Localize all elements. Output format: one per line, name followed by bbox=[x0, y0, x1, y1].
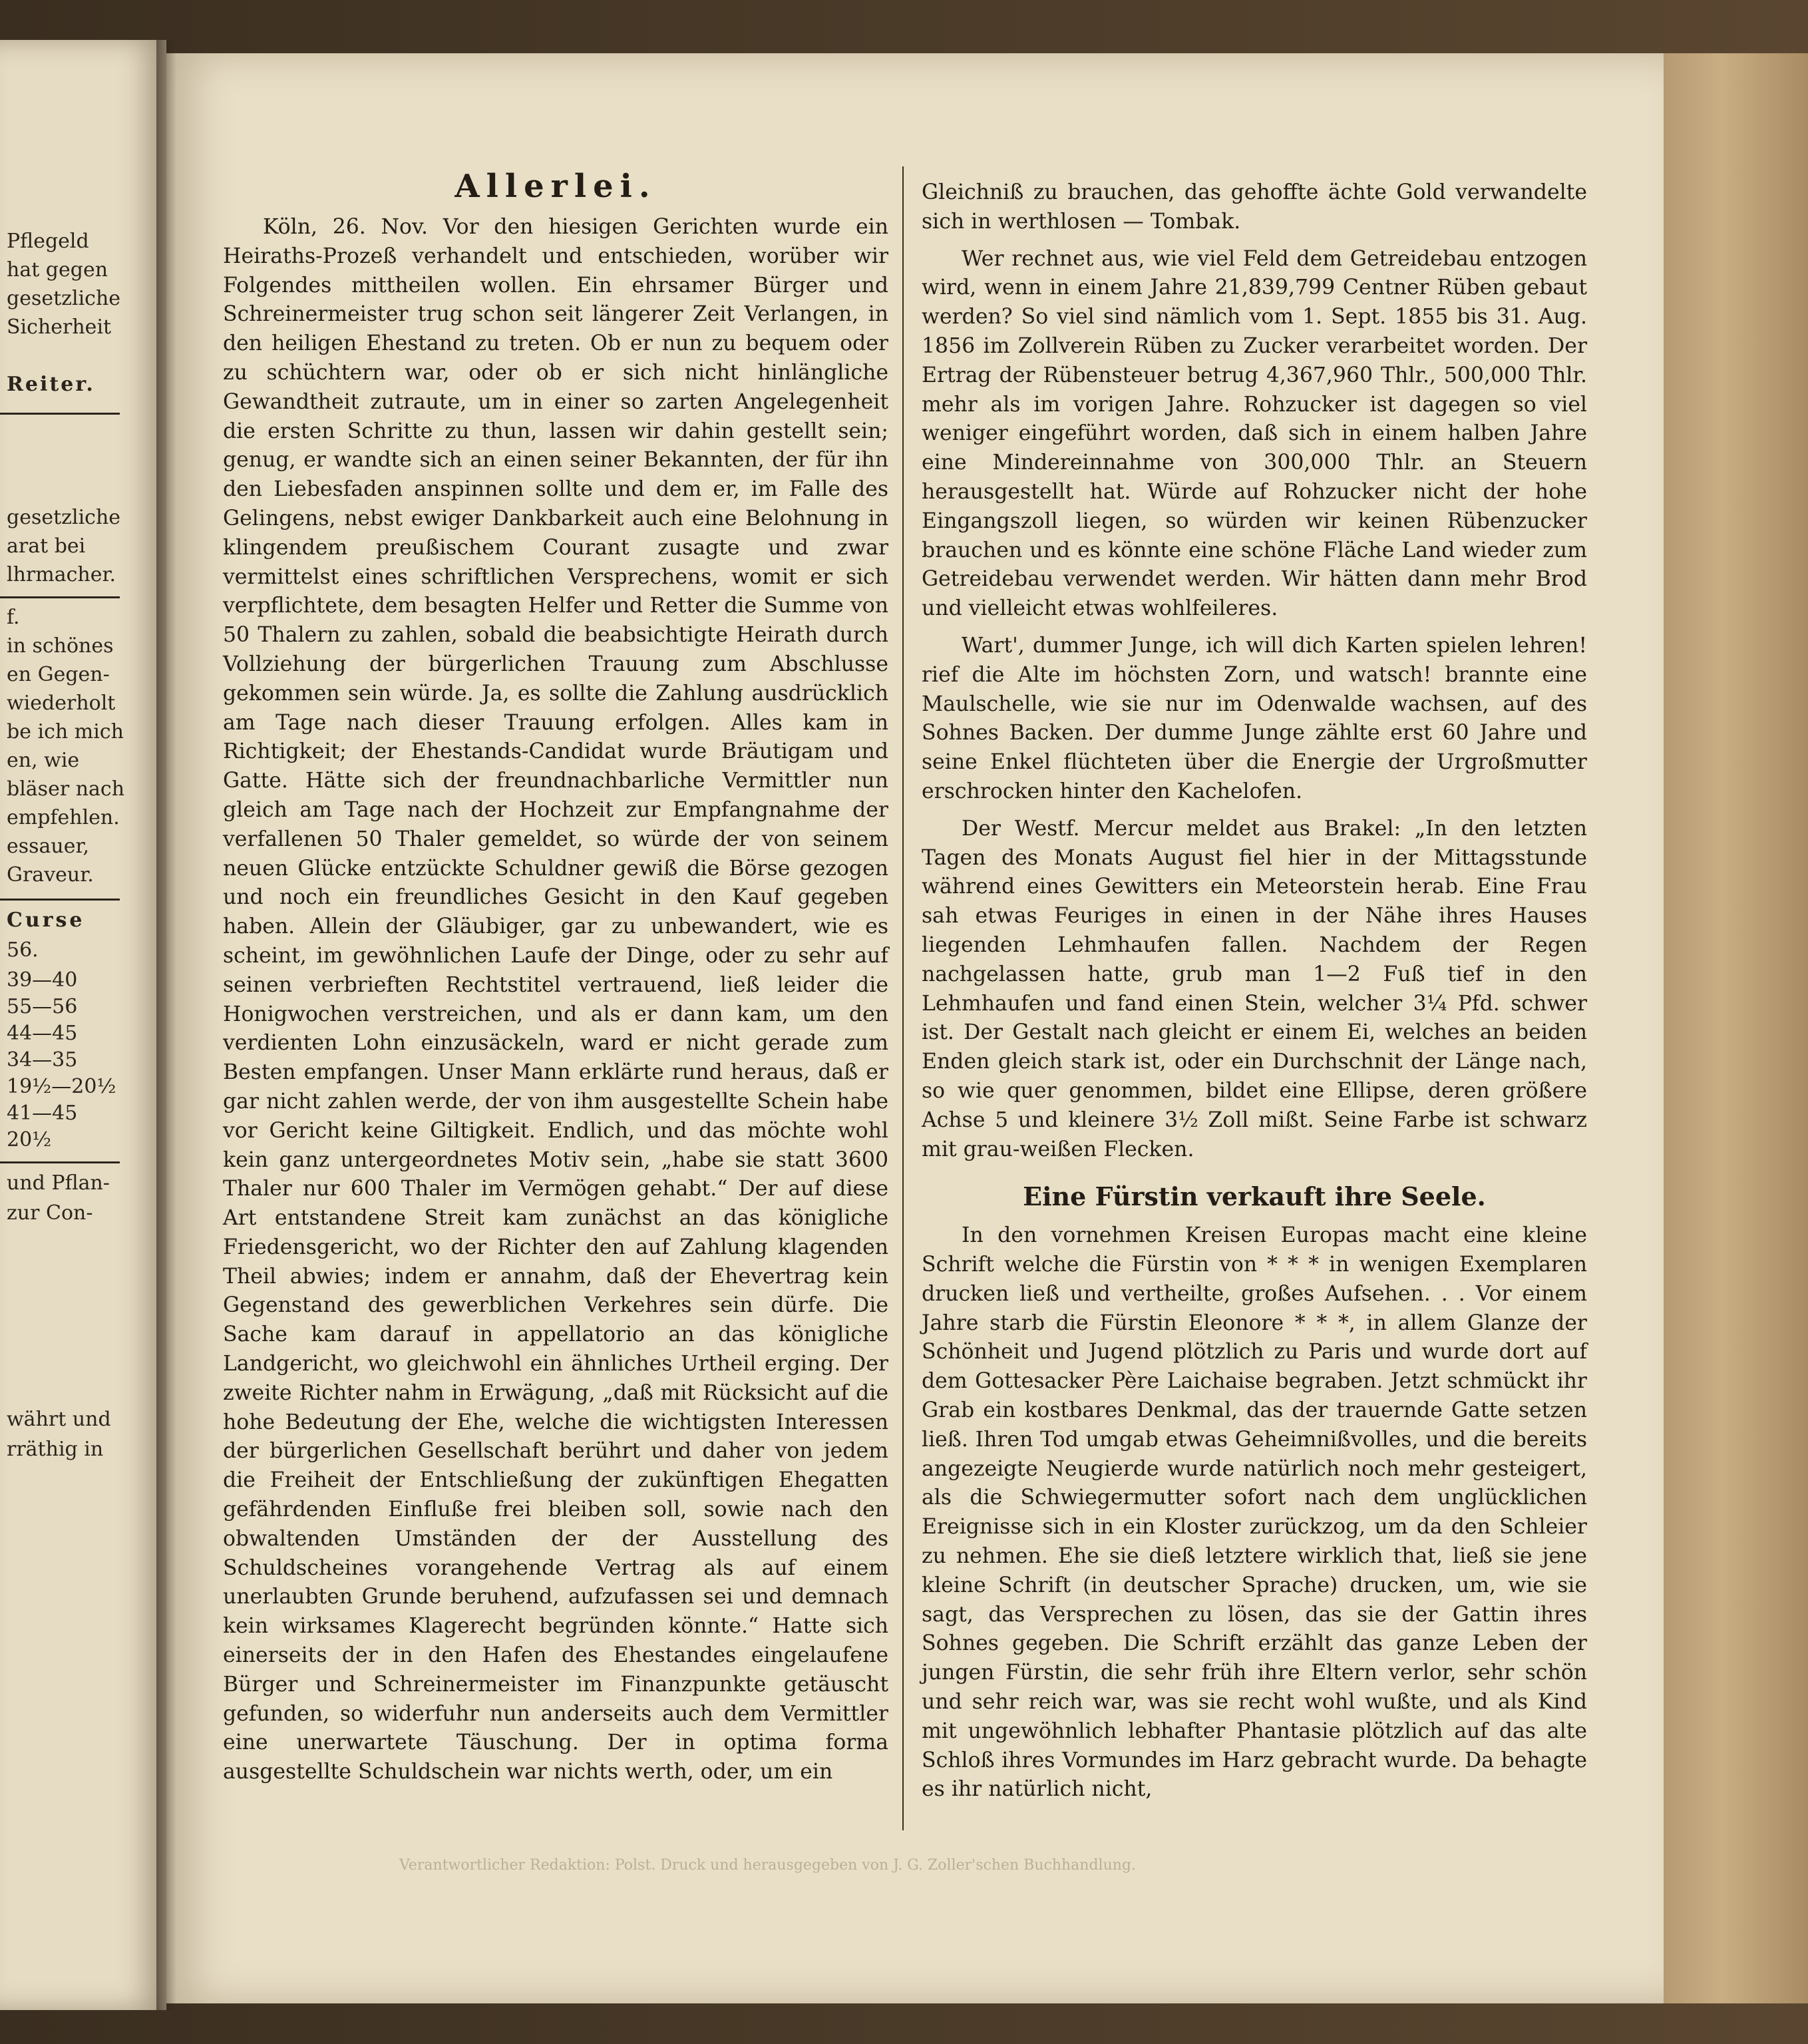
left-rule bbox=[0, 596, 120, 598]
article-paragraph: Wart', dummer Junge, ich will dich Karten spielen lehren! rief die Alte im höchsten Zorn, und watsch! brannte eine Maulschelle, wie sie nur im Odenwalde wachsen, auf des Sohnes Backen. Der dumme Junge zählte erst 60 Jahre und seine Enkel flüchteten über die Energie der Urgroßmutter erschrocken hinter den Kachelofen. bbox=[922, 633, 1587, 803]
left-fragment: Curse bbox=[7, 909, 85, 932]
article-column-left bbox=[223, 166, 888, 1787]
left-fragment: 34—35 bbox=[7, 1048, 78, 1072]
left-fragment: Pflegeld bbox=[7, 230, 89, 253]
left-fragment: en, wie bbox=[7, 749, 80, 772]
left-rule bbox=[0, 1161, 120, 1163]
left-fragment: 19½—20½ bbox=[7, 1075, 116, 1098]
left-fragment: Reiter. bbox=[7, 373, 95, 396]
left-rule bbox=[0, 899, 120, 901]
left-fragment: in schönes bbox=[7, 634, 114, 658]
article-paragraph: Gleichniß zu brauchen, das gehoffte ächte Gold verwandelte sich in werthlosen — Tombak. bbox=[922, 180, 1587, 234]
left-fragment: wiederholt bbox=[7, 692, 116, 715]
left-fragment: währt und bbox=[7, 1408, 111, 1431]
left-fragment: 56. bbox=[7, 938, 39, 962]
book-edge bbox=[1664, 53, 1808, 2003]
article-paragraph: Köln, 26. Nov. Vor den hiesigen Gerichten wurde ein Heiraths-Prozeß verhandelt und entschieden, worüber wir Folgendes mittheilen wollen. Ein ehrsamer Bürger und Schreinermeister trug schon seit längerer Zeit Verlangen, in den heiligen Ehestand zu treten. Ob er nun zu bequem oder zu schüchtern war, oder ob er sich nicht hinlängliche Gewandtheit zutraute, um in einer so zarten Angelegenheit die ersten Schritte zu thun, lassen wir dahin gestellt sein; genug, er wandte sich an einen seiner Bekannten, der für ihn den Liebesfaden anspinnen sollte und dem er, im Falle des Gelingens, nebst ewiger Dankbarkeit auch eine Belohnung in klingendem preußischem Courant zusagte und zwar vermittelst eines schriftlichen Versprechens, womit er sich verpflichtete, dem besagten Helfer und Retter die Summe von 50 Thalern zu zahlen, sobald die beabsichtigte Heirath durch Vollziehung der bürgerlichen Trauung zum Abschlusse gekommen sein würde. Ja, es sollte die Zahlung ausdrücklich am Tage nach dieser Trauung erfolgen. Alles kam in Richtigkeit; der Ehestands-Candidat wurde Bräutigam und Gatte. Hätte sich der freundnachbarliche Vermittler nun gleich am Tage nach der Hochzeit zur Empfangnahme der verfallenen 50 Thaler gemeldet, so würde der von seinem neuen Glücke entzückte Schuldner gewiß die Börse gezogen und noch ein freundliches Gesicht in den Kauf gegeben haben. Allein der Gläubiger, gar zu unbewandert, wie es scheint, im gewöhnlichen Laufe der Dinge, oder zu sehr auf seinen verbrieften Rechtstitel vertrauend, ließ leider die Honigwochen verstreichen, und als er dann kam, um den verdienten Lohn einzusäckeln, ward er nicht gerade zum Besten empfangen. Unser Mann erklärte rund heraus, daß er gar nicht zahlen werde, der von ihm ausgestellte Schein habe vor Gericht keine Giltigkeit. Endlich, und das möchte wohl kein ganz untergeordnetes Motiv sein, „habe sie statt 3600 Thaler nur 600 Thaler im Vermögen gehabt.“ Der auf diese Art entstandene Streit kam zunächst an das königliche Friedensgericht, wo der Richter den auf Zahlung klagenden Theil abwies; indem er annahm, daß der Ehevertrag kein Gegenstand des gewerblichen Verkehres sein dürfe. Die Sache kam darauf in appellatorio an das königliche Landgericht, wo gleichwohl ein ähnliches Urtheil erging. Der zweite Richter nahm in Erwägung, „daß mit Rücksicht auf die hohe Bedeutung der Ehe, welche die wichtigsten Interessen der bürgerlichen Gesellschaft berührt und daher von jedem die Freiheit der Entschließung der zukünftigen Ehegatten gefährdenden Einfluße frei bleiben soll, sowie nach den obwaltenden Umständen der der Ausstellung des Schuldscheines vorangehende Vertrag als auf einem unerlaubten Grunde beruhend, aufzufassen sei und demnach kein wirksames Klagerecht begründen könnte.“ Hatte sich einerseits der in den Hafen des Ehestandes eingelaufene Bürger und Schreinermeister im Finanzpunkte getäuscht gefunden, so widerfuhr nun anderseits auch dem Vermittler eine unerwartete Täuschung. Der in optima forma ausgestellte Schuldschein war nichts werth, oder, um ein bbox=[223, 215, 888, 1784]
left-fragment: gesetzliche bbox=[7, 287, 121, 310]
article-paragraph: Wer rechnet aus, wie viel Feld dem Getreidebau entzogen wird, wenn in einem Jahre 21,839,799 Centner Rüben gebaut werden? So viel sind nämlich vom 1. Sept. 1855 bis 31. Aug. 1856 im Zollverein Rüben zu Zucker verarbeitet worden. Der Ertrag der Rübensteuer betrug 4,367,960 Thlr., 500,000 Thlr. mehr als im vorigen Jahre. Rohzucker ist dagegen so viel weniger eingeführt worden, daß sich in einem halben Jahre eine Mindereinnahme von 300,000 Thlr. an Steuern herausgestellt hat. Würde auf Rohzucker nicht der hohe Eingangszoll liegen, so würden wir keinen Rübenzucker brauchen und es könnte eine schöne Fläche Land wieder zum Getreidebau verwendet werden. Wir hätten dann mehr Brod und vielleicht etwas wohlfeileres. bbox=[922, 246, 1587, 621]
left-rule bbox=[0, 413, 120, 415]
article-column-right bbox=[922, 178, 1587, 1804]
left-fragment: Sicherheit bbox=[7, 315, 112, 339]
left-fragment: hat gegen bbox=[7, 258, 108, 282]
left-fragment: bläser nach bbox=[7, 777, 125, 801]
column-divider bbox=[902, 166, 904, 1830]
article-paragraph: Der Westf. Mercur meldet aus Brakel: „In den letzten Tagen des Monats August fiel hier in der Mittagsstunde während eines Gewitters ein Meteorstein herab. Eine Frau sah etwas Feuriges in einen in der Nähe ihres Hauses liegenden Lehmhaufen fallen. Nachdem der Regen nachgelassen hatte, grub man 1—2 Fuß tief in den Lehmhaufen und fand einen Stein, welcher 3¼ Pfd. schwer ist. Der Gestalt nach gleicht er einem Ei, welches an beiden Enden gleich stark ist, oder ein Durchschnit der Länge nach, so wie quer genommen, bildet eine Ellipse, deren größere Achse 5 und kleinere 3½ Zoll mißt. Seine Farbe ist schwarz mit grau-weißen Flecken. bbox=[922, 816, 1587, 1161]
left-fragment: 39—40 bbox=[7, 968, 78, 992]
left-fragment: 44—45 bbox=[7, 1022, 78, 1045]
left-fragment: arat bei bbox=[7, 534, 86, 558]
left-fragment: 55—56 bbox=[7, 995, 78, 1018]
left-fragment: gesetzliche bbox=[7, 506, 121, 529]
left-fragment: f. bbox=[7, 606, 20, 629]
left-fragment: und Pflan- bbox=[7, 1171, 110, 1195]
page-gutter-shadow bbox=[156, 40, 176, 2010]
article-paragraph: In den vornehmen Kreisen Europas macht eine kleine Schrift welche die Fürstin von * * * in wenigen Exemplaren drucken ließ und vertheilte, großes Aufsehen. . . Vor einem Jahre starb die Fürstin Eleonore * * *, in allem Glanze der Schönheit und Jugend plötzlich zu Paris und wurde dort auf dem Gottesacker Père Laichaise begraben. Jetzt schmückt ihr Grab ein kostbares Denkmal, das der trauernde Gatte setzen ließ. Ihren Tod umgab etwas Geheimnißvolles, und die bereits angezeigte Neugierde wurde natürlich noch mehr gesteigert, als die Schwiegermutter sofort nach dem unglücklichen Ereignisse sich in ein Kloster zurückzog, um da den Schleier zu nehmen. Ehe sie dieß letztere wirklich that, ließ sie jene kleine Schrift (in deutscher Sprache) drucken, um, wie sie sagt, das Versprechen zu lösen, das sie der Gattin ihres Sohnes gegeben. Die Schrift erzählt das ganze Leben der jungen Fürstin, die sehr früh ihre Eltern verlor, sehr schön und sehr reich war, was sie recht wohl wußte, und als Kind mit ungewöhnlich lebhafter Phantasie plötzlich auf das alte Schloß ihres Vormundes im Harz gebracht wurde. Da behagte es ihr natürlich nicht, bbox=[922, 1223, 1587, 1802]
left-fragment: lhrmacher. bbox=[7, 563, 116, 586]
article-heading: Allerlei. bbox=[454, 168, 657, 205]
left-fragment: be ich mich bbox=[7, 720, 124, 743]
left-fragment: 41—45 bbox=[7, 1102, 78, 1125]
left-fragment: essauer, bbox=[7, 835, 90, 858]
left-fragment: empfehlen. bbox=[7, 806, 120, 829]
left-page-fragment bbox=[0, 40, 166, 2010]
left-fragment: 20½ bbox=[7, 1128, 52, 1151]
left-fragment: rräthig in bbox=[7, 1438, 104, 1461]
left-fragment: Graveur. bbox=[7, 863, 94, 887]
left-fragment: en Gegen- bbox=[7, 663, 110, 686]
footer-imprint: Verantwortlicher Redaktion: Polst. Druck und herausgegeben von J. G. Zoller'schen Buchhandlung. bbox=[399, 1857, 1136, 1874]
section-subheading: Eine Fürstin verkauft ihre Seele. bbox=[1023, 1181, 1486, 1212]
left-fragment: zur Con- bbox=[7, 1201, 93, 1225]
